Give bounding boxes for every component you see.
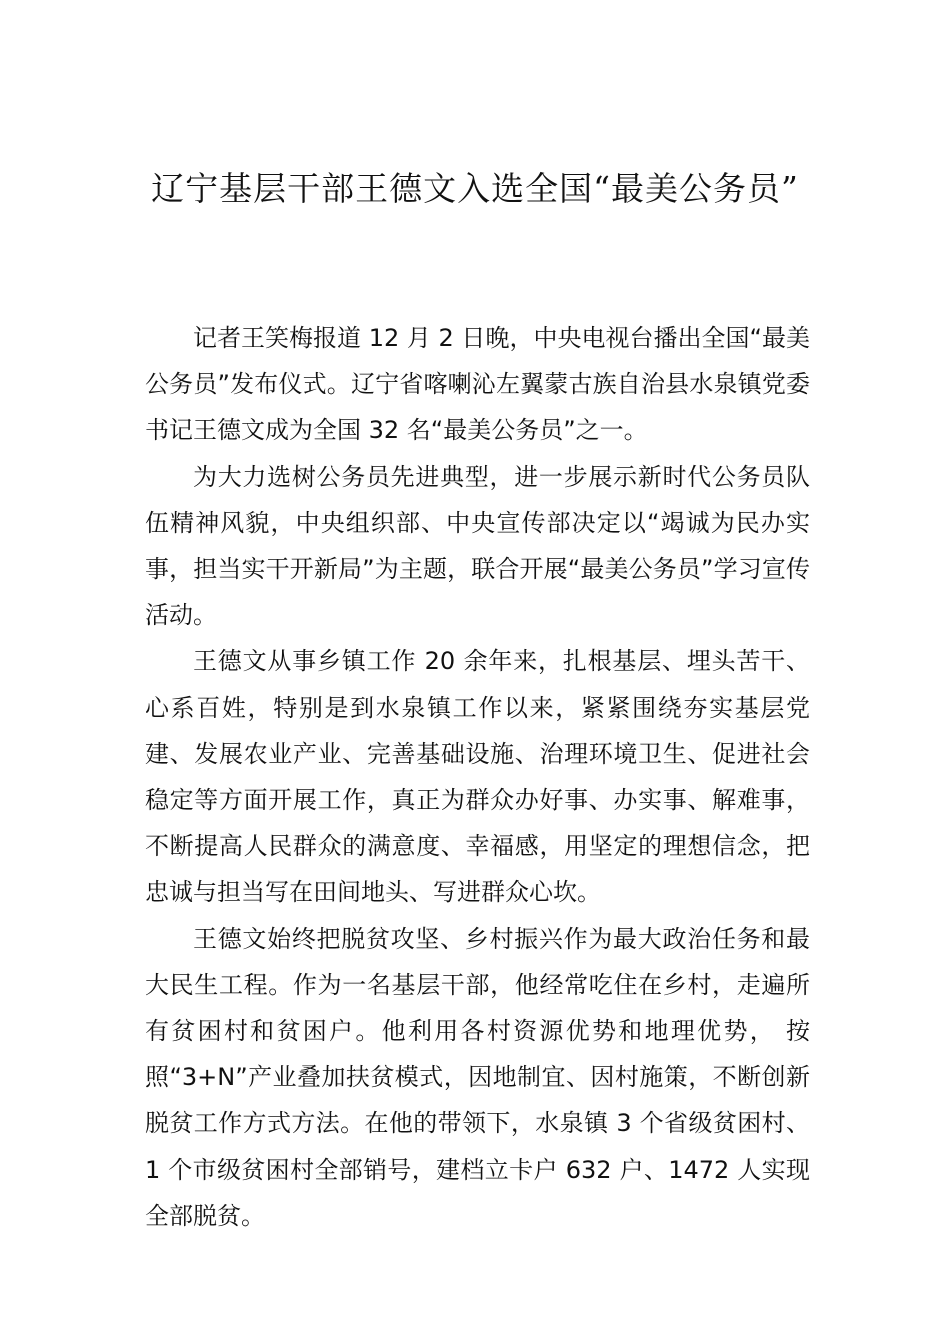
document-body — [145, 315, 810, 1239]
paragraph: 记者王笑梅报道 12 月 2 日晚，中央电视台播出全国“最美公务员”发布仪式。辽宁省喀喇沁左翼蒙古族自治县水泉镇党委书记王德文成为全国 32 名“最美公务员”之一。 — [145, 324, 810, 445]
document-title: 辽宁基层干部王德文入选全国“最美公务员” — [151, 169, 799, 208]
paragraph: 王德文始终把脱贫攻坚、乡村振兴作为最大政治任务和最大民生工程。作为一名基层干部，他经常吃住在乡村，走遍所有贫困村和贫困户。他利用各村资源优势和地理优势， 按照“3+N”产业叠加扶贫模式，因地制宜、因村施策，不断创新脱贫工作方式方法。在他的带领下，水泉镇 3 个省级贫困村、1 个市级贫困村全部销号，建档立卡户 632 户、1472 人实现全部脱贫。 — [145, 924, 810, 1230]
paragraph: 为大力选树公务员先进典型，进一步展示新时代公务员队伍精神风貌，中央组织部、中央宣传部决定以“竭诚为民办实事，担当实干开新局”为主题，联合开展“最美公务员”学习宣传活动。 — [145, 462, 810, 630]
paragraph: 王德文从事乡镇工作 20 余年来，扎根基层、埋头苦干、心系百姓，特别是到水泉镇工作以来，紧紧围绕夯实基层党建、发展农业产业、完善基础设施、治理环境卫生、促进社会稳定等方面开展工作，真正为群众办好事、办实事、解难事，不断提高人民群众的满意度、幸福感，用坚定的理想信念，把忠诚与担当写在田间地头、写进群众心坎。 — [145, 647, 810, 907]
